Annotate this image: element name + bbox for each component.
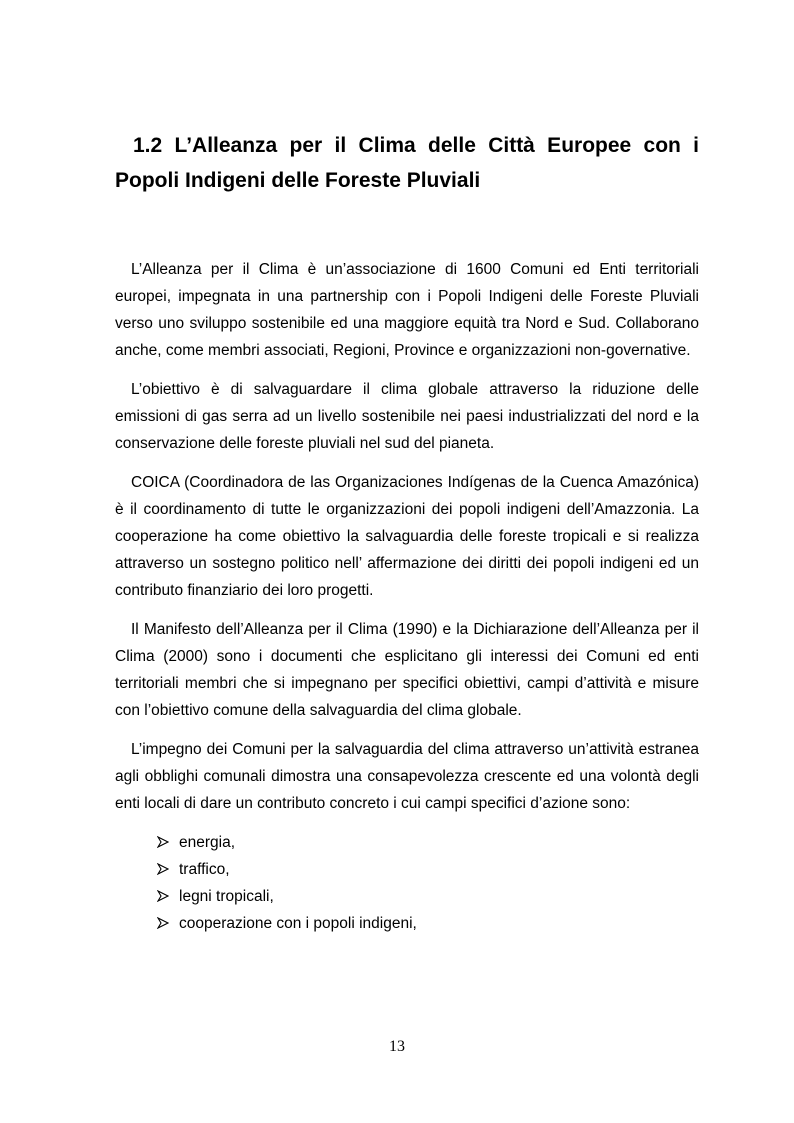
section-number: 1.2 bbox=[133, 134, 163, 157]
bullet-list bbox=[115, 829, 699, 937]
section-title: L’Alleanza per il Clima delle Città Europee con i Popoli Indigeni delle Foreste Pluviali bbox=[115, 134, 700, 192]
list-item bbox=[157, 856, 699, 883]
body-text bbox=[115, 256, 699, 937]
section-heading bbox=[115, 128, 699, 198]
list-item-text: legni tropicali, bbox=[179, 888, 274, 905]
paragraph: Il Manifesto dell’Alleanza per il Clima (1990) e la Dichiarazione dell’Alleanza per il Clima (2000) sono i documenti che esplicitano gli interessi dei Comuni ed enti territoriali membri che si impegnano per specifici obiettivi, campi d’attività e misure con l’obiettivo comune della salvaguardia del clima globale. bbox=[115, 621, 699, 719]
arrowhead-bullet-icon bbox=[157, 890, 169, 902]
list-item bbox=[157, 910, 699, 937]
paragraph: L’obiettivo è di salvaguardare il clima globale attraverso la riduzione delle emissioni di gas serra ad un livello sostenibile nei paesi industrializzati del nord e la conservazione delle foreste pluviali nel sud del pianeta. bbox=[115, 381, 699, 452]
paragraph: L’Alleanza per il Clima è un’associazione di 1600 Comuni ed Enti territoriali europei, impegnata in una partnership con i Popoli Indigeni delle Foreste Pluviali verso uno sviluppo sostenibile ed una maggiore equità tra Nord e Sud. Collaborano anche, come membri associati, Regioni, Province e organizzazioni non-governative. bbox=[115, 261, 699, 359]
paragraph: L’impegno dei Comuni per la salvaguardia del clima attraverso un’attività estranea agli obblighi comunali dimostra una consapevolezza crescente ed una volontà degli enti locali di dare un contributo concreto i cui campi specifici d’azione sono: bbox=[115, 741, 699, 812]
list-item bbox=[157, 829, 699, 856]
paragraph: COICA (Coordinadora de las Organizaciones Indígenas de la Cuenca Amazónica) è il coordinamento di tutte le organizzazioni dei popoli indigeni dell’Amazzonia. La cooperazione ha come obiettivo la salvaguardia delle foreste tropicali e si realizza attraverso un sostegno politico nell’ affermazione dei diritti dei popoli indigeni ed un contributo finanziario dei loro progetti. bbox=[115, 474, 699, 599]
list-item-text: cooperazione con i popoli indigeni, bbox=[179, 915, 417, 932]
arrowhead-bullet-icon bbox=[157, 863, 169, 875]
page-number: 13 bbox=[389, 1038, 405, 1055]
list-item-text: energia, bbox=[179, 834, 236, 851]
list-item bbox=[157, 883, 699, 910]
list-item-text: traffico, bbox=[179, 861, 230, 878]
arrowhead-bullet-icon bbox=[157, 917, 169, 929]
arrowhead-bullet-icon bbox=[157, 836, 169, 848]
